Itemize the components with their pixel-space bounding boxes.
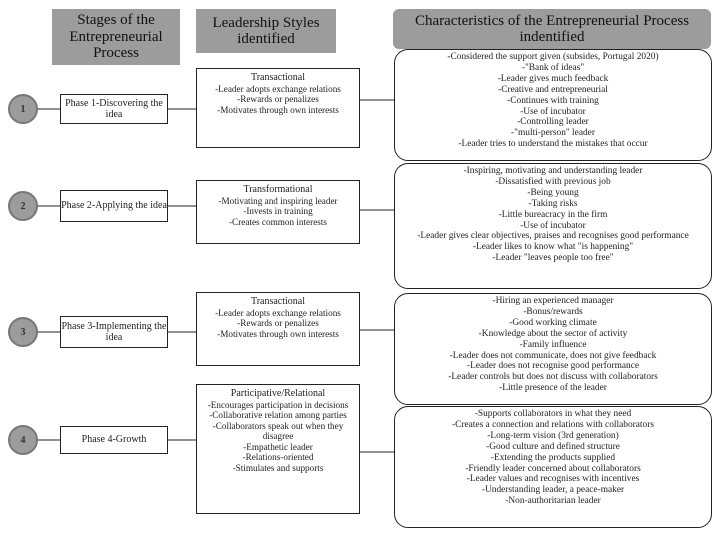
- characteristic-item: -Hiring an experienced manager: [492, 296, 614, 306]
- characteristic-item: -Good culture and defined structure: [486, 441, 620, 452]
- style-4-item: -Empathetic leader: [243, 441, 313, 452]
- characteristic-item: -Good working climate: [509, 317, 597, 328]
- phase-4-label: Phase 4-Growth: [81, 434, 147, 446]
- step-3-circle: [8, 317, 38, 347]
- style-4-item: -Relations-oriented: [242, 452, 314, 463]
- phase-3-label: Phase 3-Implementing the idea: [61, 320, 167, 343]
- style-1-title: Transactional: [250, 72, 306, 83]
- characteristic-item: -Leader likes to know what "is happening": [472, 242, 634, 253]
- phase-1-label: Phase 1-Discovering the idea: [65, 97, 163, 120]
- step-3-number: 3: [20, 326, 26, 338]
- characteristic-item: -Friendly leader concerned about collaborators: [465, 463, 641, 474]
- characteristics-4-box: [394, 406, 712, 528]
- characteristic-item: -Understanding leader, a peace-maker: [481, 485, 625, 496]
- style-4-box: [196, 384, 360, 514]
- characteristic-item: -Leader does not communicate, does not give feedback: [449, 350, 657, 361]
- step-4-circle: [8, 425, 38, 455]
- step-2-circle: [8, 191, 38, 221]
- step-4-number: 4: [20, 434, 26, 446]
- style-3-item: -Motivates through own interests: [217, 328, 339, 339]
- style-2-item: -Creates common interests: [229, 216, 327, 227]
- characteristic-item: -Use of incubator: [520, 220, 586, 231]
- style-3-item: -Leader adopts exchange relations: [215, 307, 341, 318]
- style-3-box: [196, 292, 360, 366]
- characteristic-item: -Being young: [527, 187, 579, 198]
- characteristic-item: -Leader controls but does not discuss with collaborators: [448, 372, 658, 383]
- style-1-item: -Rewards or penalizes: [237, 94, 319, 105]
- characteristic-item: -Creative and entrepreneurial: [498, 84, 608, 95]
- characteristic-item: -Leader values and recognises with incentives: [466, 474, 640, 485]
- characteristic-item: -Leader tries to understand the mistakes that occur: [458, 139, 648, 150]
- characteristic-item: -Long-term vision (3rd generation): [487, 430, 619, 441]
- phase-4-box: [60, 426, 168, 454]
- characteristic-item: -Leader does not recognise good performance: [466, 361, 640, 372]
- characteristic-item: -Family influence: [519, 339, 587, 350]
- characteristic-item: -Continues with training: [507, 95, 599, 106]
- characteristic-item: -Leader gives much feedback: [497, 73, 609, 84]
- characteristics-1-box: [394, 49, 712, 161]
- characteristic-item: -"multi-person" leader: [511, 128, 595, 139]
- header-characteristics-text: Characteristics of the Entrepreneurial Process indentified: [414, 12, 690, 45]
- style-4-item: -Encourages participation in decisions: [207, 399, 349, 410]
- style-2-item: -Motivating and inspiring leader: [218, 195, 338, 206]
- characteristic-item: -Knowledge about the sector of activity: [478, 328, 628, 339]
- characteristic-item: -Considered the support given (subsides, Portugal 2020): [447, 52, 659, 62]
- characteristic-item: -Non-authoritarian leader: [505, 496, 601, 507]
- characteristic-item: -Dissatisfied with previous job: [495, 176, 611, 187]
- characteristic-item: -Little bureacracy in the firm: [498, 209, 608, 220]
- style-1-box: [196, 68, 360, 148]
- characteristic-item: -Leader gives clear objectives, praises and recognises good performance: [417, 231, 689, 242]
- characteristics-3-box: [394, 293, 712, 405]
- phase-2-label: Phase 2-Applying the idea: [61, 200, 167, 212]
- style-3-title: Transactional: [250, 296, 306, 307]
- style-4-item: -Collaborators speak out when they disagree: [212, 420, 344, 442]
- phase-2-box: [60, 190, 168, 222]
- phase-1-box: [60, 94, 168, 124]
- characteristic-item: -Leader "leaves people too free": [492, 253, 614, 264]
- style-1-item: -Motivates through own interests: [217, 104, 339, 115]
- characteristic-item: -Bonus/rewards: [523, 306, 583, 317]
- style-4-item: -Collaborative relation among parties: [209, 410, 347, 421]
- characteristic-item: -Extending the products supplied: [490, 452, 616, 463]
- style-4-item: -Stimulates and supports: [232, 462, 324, 473]
- header-styles-text: Leadership Styles identified: [212, 14, 320, 47]
- style-2-box: [196, 180, 360, 244]
- characteristic-item: -"Bank of ideas": [521, 62, 585, 73]
- style-2-item: -Invests in training: [243, 206, 313, 217]
- characteristic-item: -Little presence of the leader: [499, 383, 607, 394]
- style-4-title: Participative/Relational: [230, 388, 326, 399]
- header-stages-text: Stages of the Entrepreneurial Process: [69, 12, 163, 62]
- characteristic-item: -Use of incubator: [520, 106, 586, 117]
- step-2-number: 2: [20, 200, 26, 212]
- step-1-number: 1: [20, 103, 26, 115]
- phase-3-box: [60, 316, 168, 348]
- style-1-item: -Leader adopts exchange relations: [215, 83, 341, 94]
- characteristic-item: -Taking risks: [528, 198, 578, 209]
- style-2-title: Transformational: [243, 184, 313, 195]
- characteristic-item: -Supports collaborators in what they need: [474, 409, 632, 419]
- characteristic-item: -Creates a connection and relations with collaborators: [451, 419, 654, 430]
- characteristic-item: -Inspiring, motivating and understanding leader: [463, 166, 643, 176]
- characteristics-2-box: [394, 163, 712, 289]
- step-1-circle: [8, 94, 38, 124]
- style-3-item: -Rewards or penalizes: [237, 318, 319, 329]
- characteristic-item: -Controlling leader: [517, 117, 589, 128]
